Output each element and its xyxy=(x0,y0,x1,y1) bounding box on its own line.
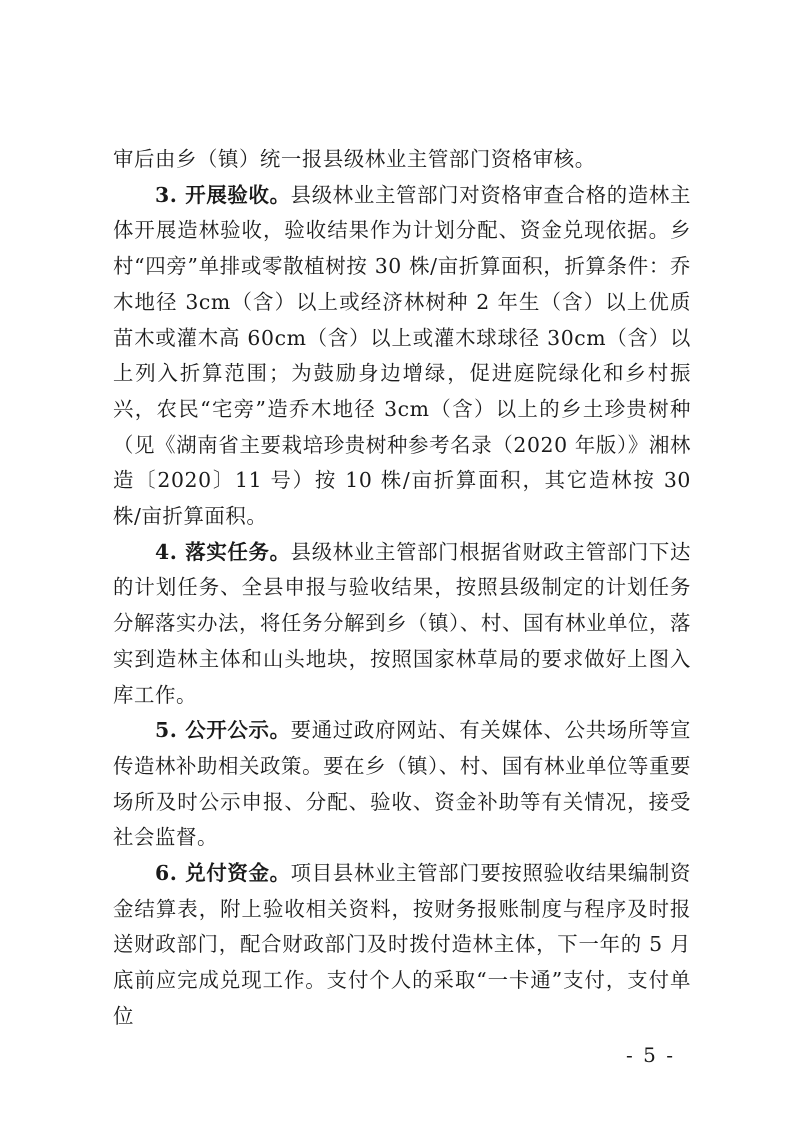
paragraph-continuation xyxy=(113,142,691,178)
paragraph-text: 项目县林业主管部门要按照验收结果编制资金结算表，附上验收相关资料，按财务报账制度与程序及时报送财政部门，配合财政部门及时拨付造林主体，下一年的 5 月底前应完成兑现工作。支付个人的采取“一卡通”支付，支付单位 xyxy=(113,861,691,1028)
paragraph-heading: 5. 公开公示。 xyxy=(155,718,291,743)
paragraph-text: 县级林业主管部门根据省财政主管部门下达的计划任务、全县申报与验收结果，按照县级制定的计划任务分解落实办法，将任务分解到乡（镇）、村、国有林业单位，落实到造林主体和山头地块，按照国家林草局的要求做好上图入库工作。 xyxy=(113,539,691,707)
paragraph-text: 县级林业主管部门对资格审查合格的造林主体开展造林验收，验收结果作为计划分配、资金兑现依据。乡村“四旁”单排或零散植树按 30 株/亩折算面积，折算条件：乔木地径 3cm（含）以上或经济林树种 2 年生（含）以上优质苗木或灌木高 60cm（含）以上或灌木球球径 30cm（含）以上列入折算范围；为鼓励身边增绿，促进庭院绿化和乡村振兴，农民“宅旁”造乔木地径 3cm（含）以上的乡土珍贵树种（见《湖南省主要栽培珍贵树种参考名录（2020 年版）》湘林造〔2020〕11 号）按 10 株/亩折算面积，其它造林按 30 株/亩折算面积。 xyxy=(113,182,691,529)
paragraph-heading: 3. 开展验收。 xyxy=(155,182,291,207)
paragraph-text: 审后由乡（镇）统一报县级林业主管部门资格审核。 xyxy=(113,147,596,171)
paragraph-funds xyxy=(113,856,691,1035)
paragraph-tasks xyxy=(113,535,691,714)
paragraph-text: 要通过政府网站、有关媒体、公共场所等宣传造林补助相关政策。要在乡（镇）、村、国有林业单位等重要场所及时公示申报、分配、验收、资金补助等有关情况，接受社会监督。 xyxy=(113,718,691,850)
paragraph-acceptance xyxy=(113,178,691,535)
paragraph-heading: 6. 兑付资金。 xyxy=(155,861,291,886)
page-number: - 5 - xyxy=(626,1043,675,1067)
body-text xyxy=(113,142,691,1035)
paragraph-heading: 4. 落实任务。 xyxy=(155,539,291,564)
paragraph-publicity xyxy=(113,713,691,856)
